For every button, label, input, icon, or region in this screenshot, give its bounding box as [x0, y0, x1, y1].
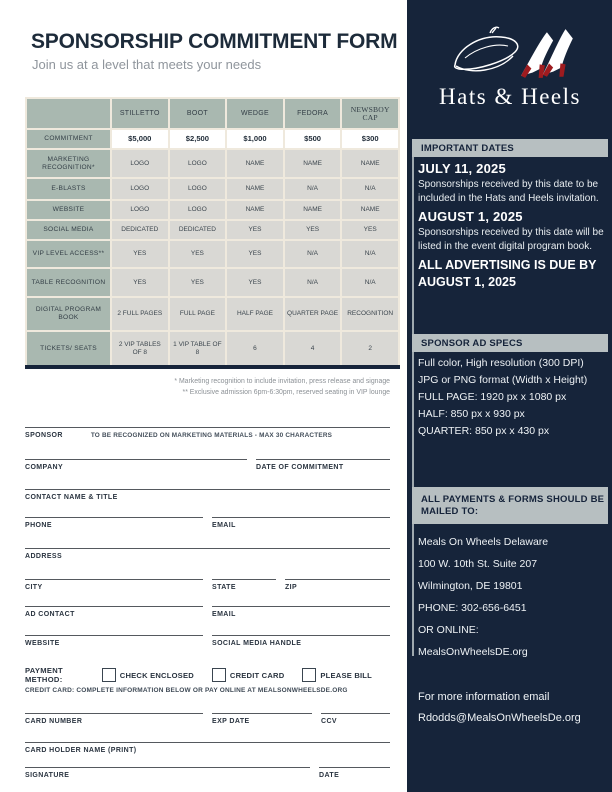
mailing-line: Meals On Wheels Delaware	[418, 536, 549, 548]
form-field-phone[interactable]	[25, 517, 203, 529]
form-field-signature[interactable]	[25, 767, 310, 779]
field-label: EMAIL	[212, 611, 236, 618]
form-row	[25, 579, 390, 591]
high-heels-icon	[520, 27, 578, 86]
field-label: DATE	[319, 772, 340, 779]
field-label: ZIP	[285, 584, 298, 591]
contact-line: For more information email	[418, 691, 550, 703]
table-cell: YES	[341, 220, 399, 240]
table-cell: LOGO	[169, 149, 227, 178]
table-cell: LOGO	[169, 178, 227, 200]
table-row-marketing-recognition	[26, 149, 399, 178]
row-label: TICKETS/ SEATS	[26, 331, 111, 367]
ad-spec-line: JPG or PNG format (Width x Height)	[418, 374, 588, 386]
field-label: EMAIL	[212, 522, 236, 529]
field-label: SPONSOR	[25, 432, 63, 439]
row-label: E-BLASTS	[26, 178, 111, 200]
form-field-card-holder-name-print[interactable]	[25, 742, 390, 754]
table-cell: QUARTER PAGE	[284, 297, 342, 331]
table-cell: DEDICATED	[169, 220, 227, 240]
form-field-date-of-commitment[interactable]	[256, 459, 390, 471]
table-cell: NAME	[284, 200, 342, 220]
important-dates-header: IMPORTANT DATES	[412, 139, 608, 157]
form-field-company[interactable]	[25, 459, 247, 471]
table-cell: NAME	[284, 149, 342, 178]
form-field-sponsor[interactable]	[25, 427, 390, 439]
form-field-date[interactable]	[319, 767, 390, 779]
date-description: Sponsorships received by this date to be included in the Hats and Heels invitation.	[418, 179, 599, 204]
important-dates-section	[418, 159, 606, 291]
field-label: WEBSITE	[25, 640, 60, 647]
beret-hat-icon	[442, 23, 530, 86]
form-field-state[interactable]	[212, 579, 276, 591]
form-field-website[interactable]	[25, 635, 203, 647]
form-field-contact-name-title[interactable]	[25, 489, 390, 501]
table-row-e-blasts	[26, 178, 399, 200]
table-cell: YES	[111, 268, 169, 297]
column-header-blank	[26, 98, 111, 129]
mailing-header: ALL PAYMENTS & FORMS SHOULD BE MAILED TO:	[412, 487, 608, 524]
form-field-exp-date[interactable]	[212, 713, 312, 725]
table-row-table-recognition	[26, 268, 399, 297]
footnote-vip: ** Exclusive admission 6pm-6:30pm, reserved seating in VIP lounge	[182, 388, 390, 396]
checkbox-check-enclosed[interactable]	[102, 668, 116, 682]
sidebar	[407, 0, 612, 792]
form-field-card-number[interactable]	[25, 713, 203, 725]
payment-method-row	[25, 666, 390, 684]
table-cell: $300	[341, 129, 399, 149]
field-label: COMPANY	[25, 464, 64, 471]
field-label: CCV	[321, 718, 337, 725]
logo-text: Hats & Heels	[439, 84, 581, 109]
mailing-address-section	[418, 531, 608, 663]
page-title: SPONSORSHIP COMMITMENT FORM	[31, 30, 398, 53]
table-cell: $2,500	[169, 129, 227, 149]
form-row	[25, 767, 390, 779]
row-label: DIGITAL PROGRAM BOOK	[26, 297, 111, 331]
ad-specs-section	[418, 355, 608, 440]
row-label: MARKETING RECOGNITION*	[26, 149, 111, 178]
checkbox-label: PLEASE BILL	[320, 670, 372, 680]
row-label: WEBSITE	[26, 200, 111, 220]
credit-card-note: CREDIT CARD: COMPLETE INFORMATION BELOW OR PAY ONLINE AT MEALSONWHEELSDE.ORG	[25, 687, 348, 694]
ad-spec-line: Full color, High resolution (300 DPI)	[418, 357, 584, 369]
field-label: CITY	[25, 584, 43, 591]
table-cell: $500	[284, 129, 342, 149]
ad-spec-line: QUARTER: 850 px x 430 px	[418, 425, 550, 437]
row-label: TABLE RECOGNITION	[26, 268, 111, 297]
field-label: CONTACT NAME & TITLE	[25, 494, 118, 501]
table-cell: LOGO	[111, 149, 169, 178]
table-cell: 2 VIP TABLES OF 8	[111, 331, 169, 367]
logo-artwork	[413, 24, 607, 86]
table-cell: N/A	[284, 240, 342, 268]
more-info-section	[418, 687, 608, 729]
table-cell: $5,000	[111, 129, 169, 149]
hats-and-heels-logo	[413, 24, 607, 110]
table-cell: NAME	[226, 200, 284, 220]
form-row	[25, 606, 390, 618]
ad-specs-header: SPONSOR AD SPECS	[412, 334, 608, 352]
table-cell: RECOGNITION	[341, 297, 399, 331]
table-cell: FULL PAGE	[169, 297, 227, 331]
table-cell: LOGO	[169, 200, 227, 220]
form-row	[25, 489, 390, 501]
table-cell: NAME	[341, 149, 399, 178]
table-cell: 4	[284, 331, 342, 367]
table-cell: YES	[226, 240, 284, 268]
mailing-line: PHONE: 302-656-6451	[418, 602, 527, 614]
column-header-boot: BOOT	[169, 98, 227, 129]
field-label: ADDRESS	[25, 553, 63, 560]
form-row	[25, 713, 390, 725]
table-cell: HALF PAGE	[226, 297, 284, 331]
form-field-zip[interactable]	[285, 579, 390, 591]
field-label: SOCIAL MEDIA HANDLE	[212, 640, 302, 647]
table-cell: NAME	[341, 200, 399, 220]
table-cell: YES	[111, 240, 169, 268]
table-footnotes	[25, 377, 390, 398]
date-description: Sponsorships received by this date will be listed in the event digital program book.	[418, 227, 604, 252]
table-cell: 1 VIP TABLE OF 8	[169, 331, 227, 367]
table-cell: LOGO	[111, 200, 169, 220]
table-cell: NAME	[226, 149, 284, 178]
mailing-line: Wilmington, DE 19801	[418, 580, 523, 592]
table-cell: N/A	[341, 268, 399, 297]
table-cell: NAME	[226, 178, 284, 200]
form-row	[25, 427, 390, 439]
payment-option-credit-card	[212, 668, 285, 682]
table-cell: 2 FULL PAGES	[111, 297, 169, 331]
column-header-stilletto: STILLETTO	[111, 98, 169, 129]
table-row-digital-program-book	[26, 297, 399, 331]
table-cell: N/A	[284, 178, 342, 200]
field-label: SIGNATURE	[25, 772, 70, 779]
row-label: COMMITMENT	[26, 129, 111, 149]
table-cell: LOGO	[111, 178, 169, 200]
field-label: CARD NUMBER	[25, 718, 83, 725]
field-note: TO BE RECOGNIZED ON MARKETING MATERIALS - MAX 30 CHARACTERS	[90, 432, 333, 439]
form-field-social-media-handle[interactable]	[212, 635, 390, 647]
ad-spec-line: FULL PAGE: 1920 px x 1080 px	[418, 391, 567, 403]
table-row-tickets-seats	[26, 331, 399, 367]
field-label: PHONE	[25, 522, 52, 529]
ad-spec-line: HALF: 850 px x 930 px	[418, 408, 525, 420]
table-row-commitment	[26, 129, 399, 149]
sidebar-accent-line	[412, 139, 414, 656]
table-cell: YES	[284, 220, 342, 240]
table-cell: N/A	[284, 268, 342, 297]
table-cell: N/A	[341, 240, 399, 268]
mailing-line: OR ONLINE:	[418, 624, 479, 636]
table-cell: $1,000	[226, 129, 284, 149]
field-label: STATE	[212, 584, 236, 591]
form-field-email[interactable]	[212, 606, 390, 618]
form-field-ad-contact[interactable]	[25, 606, 203, 618]
table-row-website	[26, 200, 399, 220]
field-label: EXP DATE	[212, 718, 250, 725]
table-row-social-media	[26, 220, 399, 240]
table-cell: YES	[169, 240, 227, 268]
table-cell: YES	[226, 220, 284, 240]
checkbox-label: CHECK ENCLOSED	[119, 670, 194, 680]
field-label: AD CONTACT	[25, 611, 75, 618]
checkbox-credit-card[interactable]	[212, 668, 226, 682]
sponsorship-levels-table	[25, 97, 400, 369]
payment-options	[102, 668, 390, 682]
date-heading: JULY 11, 2025	[418, 161, 506, 176]
footnote-marketing: * Marketing recognition to include invitation, press release and signage	[174, 378, 390, 385]
advertising-deadline: ALL ADVERTISING IS DUE BY AUGUST 1, 2025	[418, 258, 597, 289]
mailing-line: MealsOnWheelsDE.org	[418, 646, 528, 658]
form-row	[25, 517, 390, 529]
table-row-vip-level-access	[26, 240, 399, 268]
column-header-newsboy-cap: NEWSBOY CAP	[341, 98, 399, 129]
payment-option-please-bill	[302, 668, 372, 682]
checkbox-label: CREDIT CARD	[229, 670, 285, 680]
checkbox-please-bill[interactable]	[302, 668, 316, 682]
table-cell: YES	[169, 268, 227, 297]
contact-line: Rdodds@MealsOnWheelsDe.org	[418, 712, 581, 724]
payment-option-check-enclosed	[102, 668, 194, 682]
payment-method-label: PAYMENT METHOD:	[25, 666, 63, 684]
form-row	[25, 548, 390, 560]
row-label: SOCIAL MEDIA	[26, 220, 111, 240]
field-label: CARD HOLDER NAME (PRINT)	[25, 747, 137, 754]
form-row	[25, 635, 390, 647]
form-row	[25, 742, 390, 754]
form-field-email[interactable]	[212, 517, 390, 529]
row-label: VIP LEVEL ACCESS**	[26, 240, 111, 268]
mailing-line: 100 W. 10th St. Suite 207	[418, 558, 538, 570]
date-heading: AUGUST 1, 2025	[418, 209, 523, 224]
table-cell: YES	[226, 268, 284, 297]
table-cell: N/A	[341, 178, 399, 200]
column-header-fedora: FEDORA	[284, 98, 342, 129]
field-label: DATE OF COMMITMENT	[256, 464, 344, 471]
table-cell: 6	[226, 331, 284, 367]
table-cell: 2	[341, 331, 399, 367]
column-header-wedge: WEDGE	[226, 98, 284, 129]
form-field-address[interactable]	[25, 548, 390, 560]
table-cell: DEDICATED	[111, 220, 169, 240]
form-field-ccv[interactable]	[321, 713, 390, 725]
form-field-city[interactable]	[25, 579, 203, 591]
form-row	[25, 459, 390, 471]
page-subtitle: Join us at a level that meets your needs	[32, 57, 262, 72]
